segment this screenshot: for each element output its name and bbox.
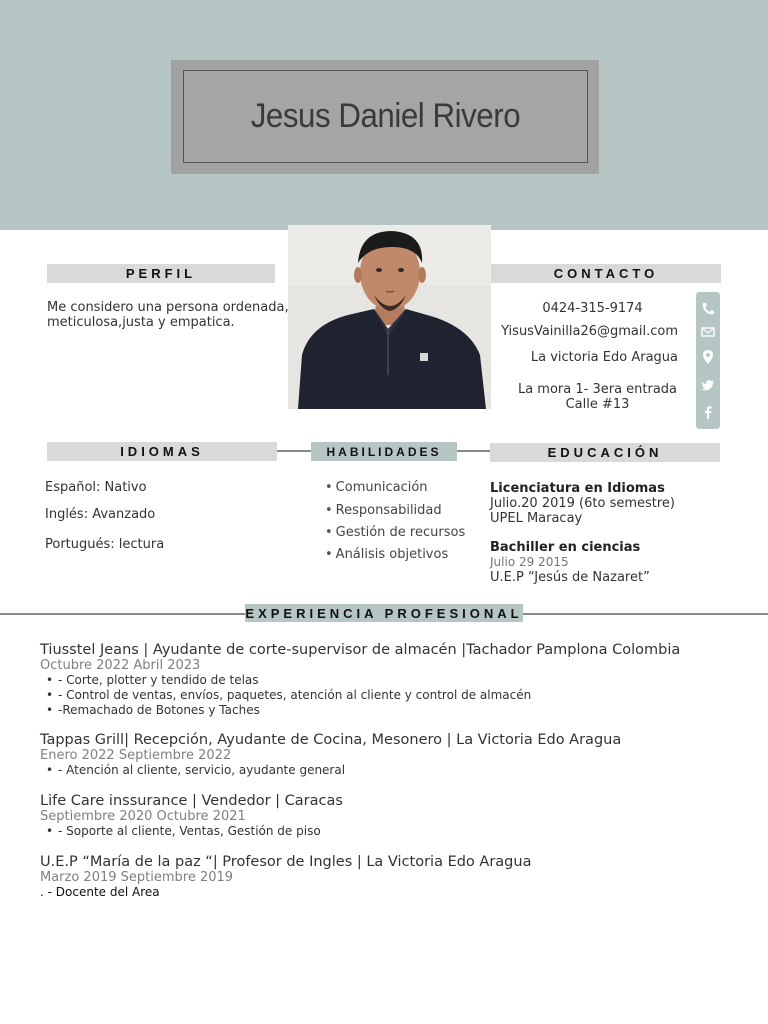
education-entry	[490, 481, 720, 526]
skill-item: • Responsabilidad	[325, 503, 442, 518]
language-item: Portugués: lectura	[45, 537, 165, 552]
location-icon	[700, 349, 716, 365]
job-date: Enero 2022 Septiembre 2022	[40, 748, 232, 763]
contact-address-line: Calle #13	[565, 397, 630, 412]
skill-item: • Gestión de recursos	[325, 525, 465, 540]
name-box	[183, 70, 588, 163]
job-entry	[40, 793, 760, 839]
email-icon	[700, 324, 716, 340]
job-title: Tappas Grill| Recepción, Ayudante de Cocina, Mesonero | La Victoria Edo Aragua	[40, 732, 622, 748]
job-bullet: • -Remachado de Botones y Taches	[40, 703, 760, 718]
job-title: Life Care inssurance | Vendedor | Caracas	[40, 793, 343, 809]
educacion-heading: EDUCACIÓN	[490, 443, 720, 462]
education-place: U.E.P “Jesús de Nazaret”	[490, 570, 650, 585]
job-bullet: • - Atención al cliente, servicio, ayudante general	[40, 763, 760, 778]
idiomas-heading: IDIOMAS	[47, 442, 277, 461]
contact-icon-strip	[696, 292, 720, 429]
job-date: Septiembre 2020 Octubre 2021	[40, 809, 246, 824]
education-place: UPEL Maracay	[490, 511, 583, 526]
job-entry	[40, 854, 760, 900]
job-note: . - Docente del Area	[40, 885, 160, 899]
perfil-line: Me considero una persona ordenada,	[47, 300, 289, 315]
contact-address-line: La mora 1- 3era entrada	[517, 382, 678, 397]
full-name: Jesus Daniel Rivero	[250, 97, 521, 135]
contact-city: La victoria Edo Aragua	[530, 350, 678, 365]
job-date: Marzo 2019 Septiembre 2019	[40, 870, 234, 885]
perfil-text	[47, 300, 292, 330]
contact-email: YisusVainilla26@gmail.com	[501, 324, 678, 339]
job-date: Octubre 2022 Abril 2023	[40, 658, 201, 673]
education-title: Bachiller en ciencias	[490, 540, 641, 555]
language-item: Inglés: Avanzado	[45, 507, 156, 522]
job-title: Tiusstel Jeans | Ayudante de corte-supervisor de almacén |Tachador Pamplona Colombia	[40, 642, 681, 658]
experiencia-heading: EXPERIENCIA PROFESIONAL	[245, 605, 523, 621]
profile-photo	[288, 225, 491, 409]
habilidades-heading: HABILIDADES	[311, 442, 457, 461]
job-bullet: • - Control de ventas, envíos, paquetes, atención al cliente y control de almacén	[40, 688, 760, 703]
contact-address	[505, 382, 690, 412]
portrait-illustration	[288, 225, 491, 409]
job-entry	[40, 732, 760, 778]
education-entry	[490, 540, 720, 585]
job-bullet: • - Corte, plotter y tendido de telas	[40, 673, 760, 688]
contacto-heading: CONTACTO	[491, 264, 721, 283]
twitter-icon	[700, 377, 716, 393]
divider-line	[457, 450, 490, 452]
divider-line	[277, 450, 311, 452]
education-title: Licenciatura en Idiomas	[490, 481, 665, 496]
perfil-heading: PERFIL	[47, 264, 275, 283]
education-date: Julio.20 2019 (6to semestre)	[490, 496, 676, 511]
language-item: Español: Nativo	[45, 480, 147, 495]
skill-item: • Análisis objetivos	[325, 547, 448, 562]
skill-item: • Comunicación	[325, 480, 428, 495]
phone-icon	[700, 301, 716, 317]
education-date: Julio 29 2015	[490, 555, 569, 569]
job-entry	[40, 642, 760, 718]
job-bullet: • - Soporte al cliente, Ventas, Gestión de piso	[40, 824, 760, 839]
job-title: U.E.P “María de la paz “| Profesor de Ingles | La Victoria Edo Aragua	[40, 854, 532, 870]
facebook-icon	[700, 404, 716, 420]
contact-phone: 0424-315-9174	[542, 301, 643, 316]
perfil-line: meticulosa,justa y empatica.	[47, 315, 235, 330]
